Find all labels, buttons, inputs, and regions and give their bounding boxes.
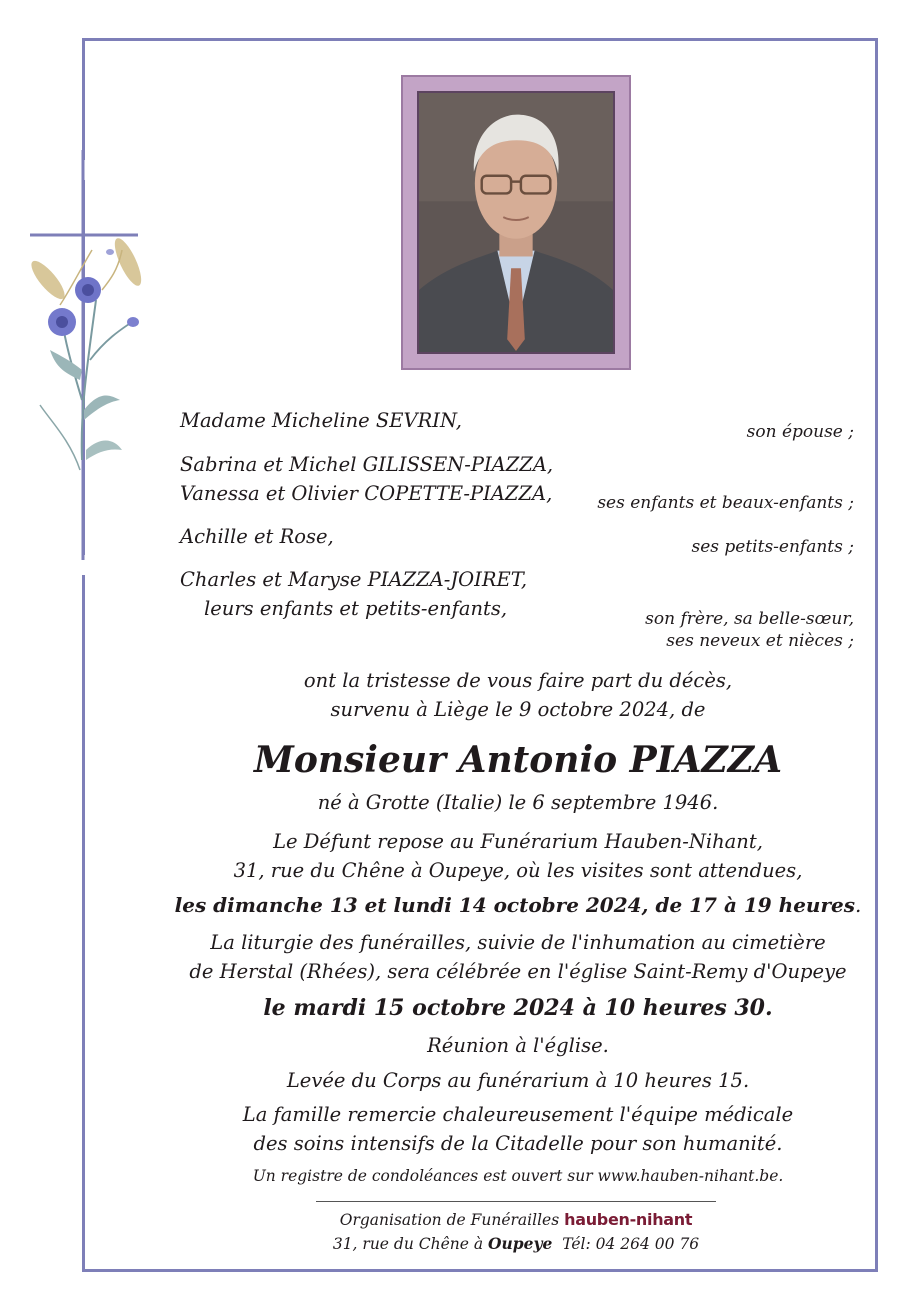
- sibling-line-1: Charles et Maryse PIAZZA-JOIRET,: [180, 568, 528, 591]
- liturgy-line-2: de Herstal (Rhées), sera célébrée en l'église Saint-Remy d'Oupeye: [189, 960, 847, 983]
- footer: [316, 1208, 716, 1256]
- portrait-photo: [417, 91, 615, 354]
- address-prefix: 31, rue du Chêne à: [332, 1235, 484, 1253]
- footer-organisation: [316, 1208, 716, 1232]
- sibling-relation-line-1: son frère, sa belle-sœur,: [645, 609, 854, 629]
- visits-end: .: [854, 893, 862, 917]
- visits-text: les dimanche 13 et lundi 14 octobre 2024, de 17 à 19 heures: [174, 893, 855, 917]
- sibling-relation-line-2: ses neveux et nièces ;: [666, 631, 854, 651]
- sibling-line-2: leurs enfants et petits-enfants,: [204, 597, 508, 620]
- birth-info: né à Grotte (Italie) le 6 septembre 1946.: [317, 791, 719, 814]
- cross-with-cornflowers-icon: [10, 150, 160, 590]
- meeting-note: Réunion à l'église.: [427, 1034, 609, 1057]
- portrait-frame: [401, 75, 631, 370]
- spouse-relation: son épouse ;: [746, 422, 854, 442]
- repose-line-2: 31, rue du Chêne à Oupeye, où les visites sont attendues,: [233, 859, 803, 882]
- children-line-2: Vanessa et Olivier COPETTE-PIAZZA,: [180, 482, 553, 505]
- announcement-line-1: ont la tristesse de vous faire part du décès,: [303, 669, 733, 692]
- footer-address: [316, 1232, 716, 1256]
- spouse-name: Madame Micheline SEVRIN,: [180, 409, 462, 432]
- phone-number: Tél: 04 264 00 76: [562, 1235, 700, 1253]
- repose-line-1: Le Défunt repose au Funérarium Hauben-Nihant,: [273, 830, 763, 853]
- levee-note: Levée du Corps au funérarium à 10 heures 15.: [286, 1069, 750, 1092]
- footer-divider: [316, 1201, 716, 1202]
- grandchildren-relation: ses petits-enfants ;: [691, 537, 854, 557]
- address-city: Oupeye: [488, 1234, 553, 1253]
- children-relation: ses enfants et beaux-enfants ;: [597, 493, 854, 513]
- thanks-line-1: La famille remercie chaleureusement l'équipe médicale: [242, 1103, 794, 1126]
- announcement-line-2: survenu à Liège le 9 octobre 2024, de: [330, 698, 706, 721]
- liturgy-line-1: La liturgie des funérailles, suivie de l'inhumation au cimetière: [210, 931, 826, 954]
- brand-logo: hauben-nihant: [564, 1210, 693, 1229]
- organisation-label: Organisation de Funérailles: [339, 1211, 560, 1229]
- funeral-date: le mardi 15 octobre 2024 à 10 heures 30.: [263, 995, 773, 1021]
- grandchildren-name: Achille et Rose,: [180, 525, 334, 548]
- visits-schedule: [120, 890, 916, 920]
- deceased-name: Monsieur Antonio PIAZZA: [253, 739, 783, 781]
- children-line-1: Sabrina et Michel GILISSEN-PIAZZA,: [180, 453, 554, 476]
- thanks-line-2: des soins intensifs de la Citadelle pour son humanité.: [253, 1132, 783, 1155]
- register-note: Un registre de condoléances est ouvert sur www.hauben-nihant.be.: [252, 1167, 784, 1185]
